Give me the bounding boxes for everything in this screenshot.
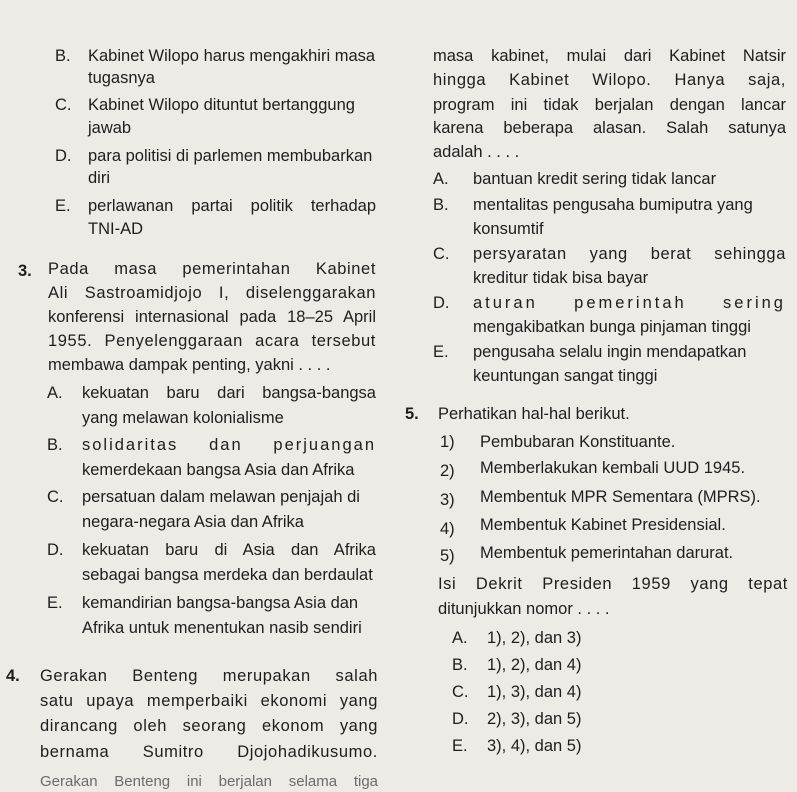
option-letter: E. <box>47 594 63 612</box>
list-item: Memberlakukan kembali UUD 1945. <box>480 459 746 477</box>
option-text: TNI-AD <box>88 220 143 238</box>
option-letter: A. <box>452 629 468 647</box>
option-text: 1), 3), dan 4) <box>487 683 582 701</box>
option-text: aturan pemerintah sering <box>473 294 786 312</box>
option-text: perlawanan partai politik terhadap <box>88 197 376 215</box>
list-item-number: 4) <box>440 520 455 538</box>
option-letter: B. <box>47 436 63 454</box>
question-text: dirancang oleh seorang ekonom yang <box>40 717 378 735</box>
option-letter: C. <box>452 683 469 701</box>
option-text: yang melawan kolonialisme <box>82 409 284 427</box>
question-text: konferensi internasional pada 18–25 April <box>48 308 376 326</box>
question-number: 4. <box>6 667 20 685</box>
list-item: Membentuk MPR Sementara (MPRS). <box>480 488 761 506</box>
question-text: membawa dampak penting, yakni . . . . <box>48 356 331 374</box>
question-number: 5. <box>405 405 419 423</box>
option-letter: B. <box>433 196 449 214</box>
option-letter: E. <box>433 343 449 361</box>
option-text: negara-negara Asia dan Afrika <box>82 513 304 531</box>
question-text: satu upaya memperbaiki ekonomi yang <box>40 692 378 710</box>
option-letter: C. <box>47 488 64 506</box>
option-text: Kabinet Wilopo harus mengakhiri masa <box>88 47 376 65</box>
option-letter: A. <box>433 170 449 188</box>
option-text: 3), 4), dan 5) <box>487 737 582 755</box>
question-text: adalah . . . . <box>433 143 520 161</box>
question-text: Gerakan Benteng merupakan salah <box>40 667 378 685</box>
question-text: Pada masa pemerintahan Kabinet <box>48 260 376 278</box>
question-text: Isi Dekrit Presiden 1959 yang tepat <box>438 575 788 593</box>
list-item: Membentuk Kabinet Presidensial. <box>480 516 726 534</box>
option-text: 2), 3), dan 5) <box>487 710 582 728</box>
list-item-number: 2) <box>440 462 455 480</box>
option-letter: D. <box>452 710 469 728</box>
option-letter: E. <box>55 197 71 215</box>
option-text: Kabinet Wilopo dituntut bertanggung <box>88 96 355 114</box>
list-item-number: 5) <box>440 547 455 565</box>
option-text: kemerdekaan bangsa Asia dan Afrika <box>82 461 355 479</box>
question-text: masa kabinet, mulai dari Kabinet Natsir <box>433 47 786 65</box>
option-text: kemandirian bangsa-bangsa Asia dan <box>82 594 359 612</box>
option-letter: D. <box>47 541 64 559</box>
question-number: 3. <box>18 262 32 280</box>
option-text: bantuan kredit sering tidak lancar <box>473 170 717 188</box>
question-text: ditunjukkan nomor . . . . <box>438 600 610 618</box>
option-text: kekuatan baru dari bangsa-bangsa <box>82 384 376 402</box>
option-text: keuntungan sangat tinggi <box>473 367 658 385</box>
question-text: karena beberapa alasan. Salah satunya <box>433 119 786 137</box>
option-text: Afrika untuk menentukan nasib sendiri <box>82 619 362 637</box>
list-item-number: 1) <box>440 433 455 451</box>
question-text: Ali Sastroamidjojo I, diselenggarakan <box>48 284 376 302</box>
option-letter: B. <box>452 656 468 674</box>
question-text: Gerakan Benteng ini berjalan selama tiga <box>40 773 378 790</box>
option-text: para politisi di parlemen membubarkan <box>88 147 373 165</box>
list-item: Membentuk pemerintahan darurat. <box>480 544 734 562</box>
option-text: pengusaha selalu ingin mendapatkan <box>473 343 747 361</box>
option-text: 1), 2), dan 4) <box>487 656 582 674</box>
question-text: 1955. Penyelenggaraan acara tersebut <box>48 332 376 350</box>
question-text: bernama Sumitro Djojohadikusumo. <box>40 743 378 761</box>
option-letter: C. <box>55 96 72 114</box>
option-text: persyaratan yang berat sehingga <box>473 245 786 263</box>
option-text: mengakibatkan bunga pinjaman tinggi <box>473 318 751 336</box>
option-text: diri <box>88 169 111 187</box>
option-letter: B. <box>55 47 71 65</box>
option-letter: C. <box>433 245 450 263</box>
list-item-number: 3) <box>440 491 455 509</box>
option-text: solidaritas dan perjuangan <box>82 436 376 454</box>
option-text: jawab <box>88 119 132 137</box>
option-text: tugasnya <box>88 69 155 87</box>
option-letter: E. <box>452 737 468 755</box>
option-letter: D. <box>55 147 72 165</box>
option-text: persatuan dalam melawan penjajah di <box>82 488 360 506</box>
option-letter: A. <box>47 384 63 402</box>
option-letter: D. <box>433 294 450 312</box>
option-text: kreditur tidak bisa bayar <box>473 269 649 287</box>
option-text: mentalitas pengusaha bumiputra yang <box>473 196 753 214</box>
list-item: Pembubaran Konstituante. <box>480 433 676 451</box>
option-text: 1), 2), dan 3) <box>487 629 582 647</box>
question-text: hingga Kabinet Wilopo. Hanya saja, <box>433 71 786 89</box>
option-text: kekuatan baru di Asia dan Afrika <box>82 541 376 559</box>
question-text: Perhatikan hal-hal berikut. <box>438 405 630 423</box>
option-text: konsumtif <box>473 220 544 238</box>
question-text: program ini tidak berjalan dengan lancar <box>433 96 786 114</box>
option-text: sebagai bangsa merdeka dan berdaulat <box>82 566 373 584</box>
